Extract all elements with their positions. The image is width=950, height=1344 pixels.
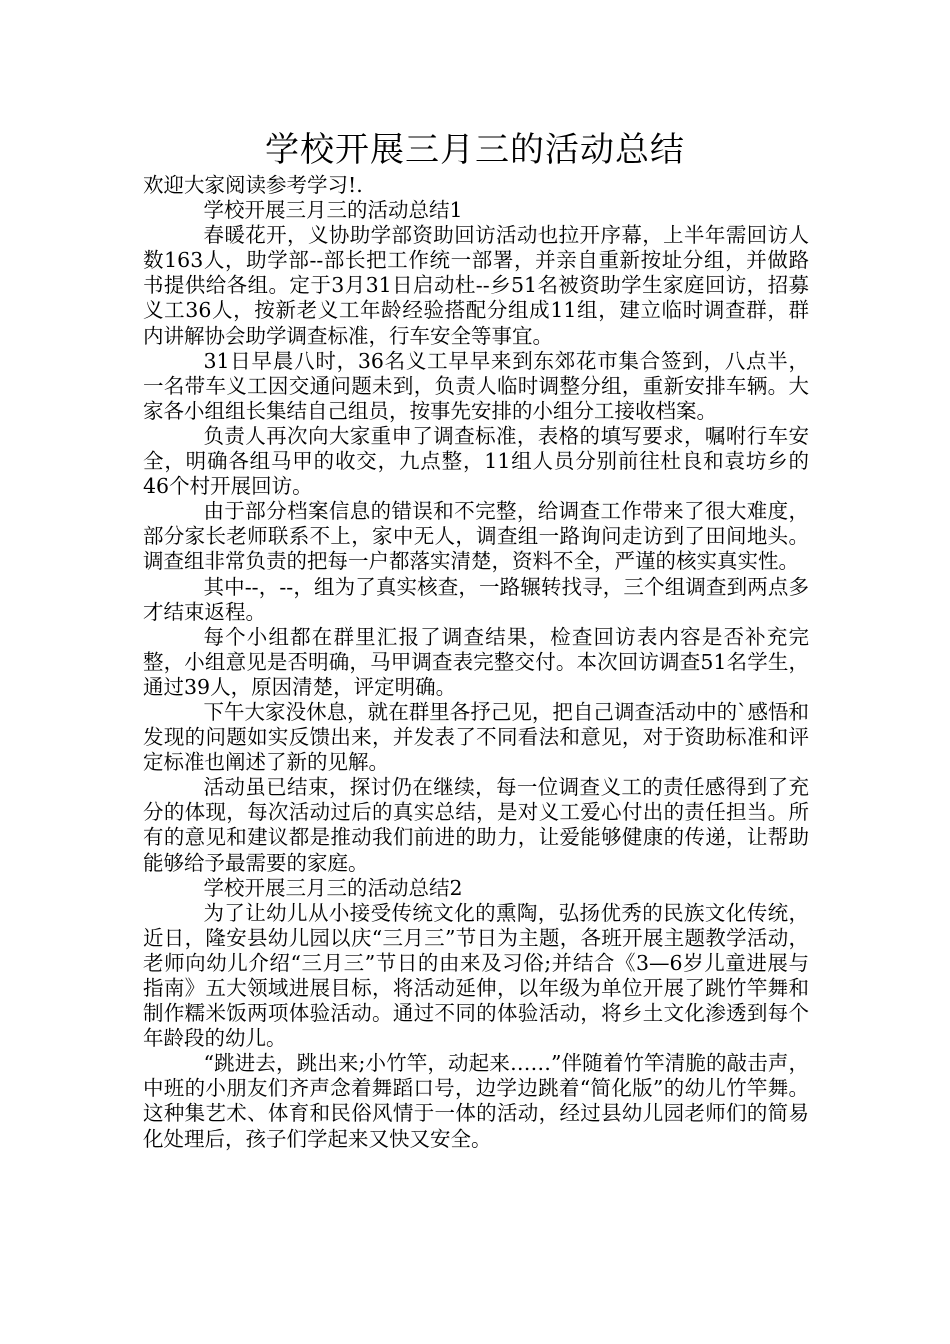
intro-line: 欢迎大家阅读参考学习!.	[143, 173, 363, 197]
paragraph: 每个小组都在群里汇报了调查结果，检查回访表内容是否补充完整，小组意见是否明确，马甲调查表完整交付。本次回访调查51名学生，通过39人，原因清楚，评定明确。	[143, 624, 809, 699]
document-body	[143, 173, 809, 1152]
paragraph: 负责人再次向大家重申了调查标准，表格的填写要求，嘱咐行车安全，明确各组马甲的收交，九点整，11组人员分别前往杜良和袁坊乡的46个村开展回访。	[143, 423, 809, 499]
paragraph: 下午大家没休息，就在群里各抒己见，把自己调查活动中的`感悟和发现的问题如实反馈出来，并发表了不同看法和意见，对于资助标准和评定标准也阐述了新的见解。	[143, 699, 809, 775]
document-title: 学校开展三月三的活动总结	[265, 130, 685, 170]
paragraph: 由于部分档案信息的错误和不完整，给调查工作带来了很大难度，部分家长老师联系不上，家中无人，调查组一路询问走访到了田间地头。调查组非常负责的把每一户都落实清楚，资料不全，严谨的核实真实性。	[143, 499, 809, 574]
paragraph: 其中--，--，组为了真实核查，一路辗转找寻，三个组调查到两点多才结束返程。	[143, 574, 809, 624]
paragraph: 春暖花开，义协助学部资助回访活动也拉开序幕，上半年需回访人数163人，助学部--部长把工作统一部署，并亲自重新按址分组，并做路书提供给各组。定于3月31日启动杜--乡51名被资助学生家庭回访，招募义工36人，按新老义工年龄经验搭配分组成11组，建立临时调查群，群内讲解协会助学调查标准，行车安全等事宜。	[143, 223, 809, 348]
section-heading-1: 学校开展三月三的活动总结1	[203, 198, 463, 223]
section-heading-2: 学校开展三月三的活动总结2	[203, 875, 463, 900]
paragraph: “跳进去，跳出来;小竹竿，动起来……”伴随着竹竿清脆的敲击声，中班的小朋友们齐声念着舞蹈口号，边学边跳着“简化版”的幼儿竹竿舞。这种集艺术、体育和民俗风情于一体的活动，经过县幼儿园老师们的简易化处理后，孩子们学起来又快又安全。	[143, 1051, 809, 1151]
paragraph: 活动虽已结束，探讨仍在继续，每一位调查义工的责任感得到了充分的体现，每次活动过后的真实总结，是对义工爱心付出的责任担当。所有的意见和建议都是推动我们前进的助力，让爱能够健康的传递，让帮助能够给予最需要的家庭。	[143, 775, 809, 875]
paragraph: 31日早晨八时，36名义工早早来到东郊花市集合签到，八点半，一名带车义工因交通问题未到，负责人临时调整分组，重新安排车辆。大家各小组组长集结自己组员，按事先安排的小组分工接收档案。	[143, 348, 809, 423]
paragraph: 为了让幼儿从小接受传统文化的熏陶，弘扬优秀的民族文化传统，近日，隆安县幼儿园以庆“三月三”节日为主题，各班开展主题教学活动，老师向幼儿介绍“三月三”节日的由来及习俗;并结合《3—6岁儿童进展与指南》五大领域进展目标，将活动延伸，以年级为单位开展了跳竹竿舞和制作糯米饭两项体验活动。通过不同的体验活动，将乡土文化渗透到每个年龄段的幼儿。	[143, 900, 809, 1051]
